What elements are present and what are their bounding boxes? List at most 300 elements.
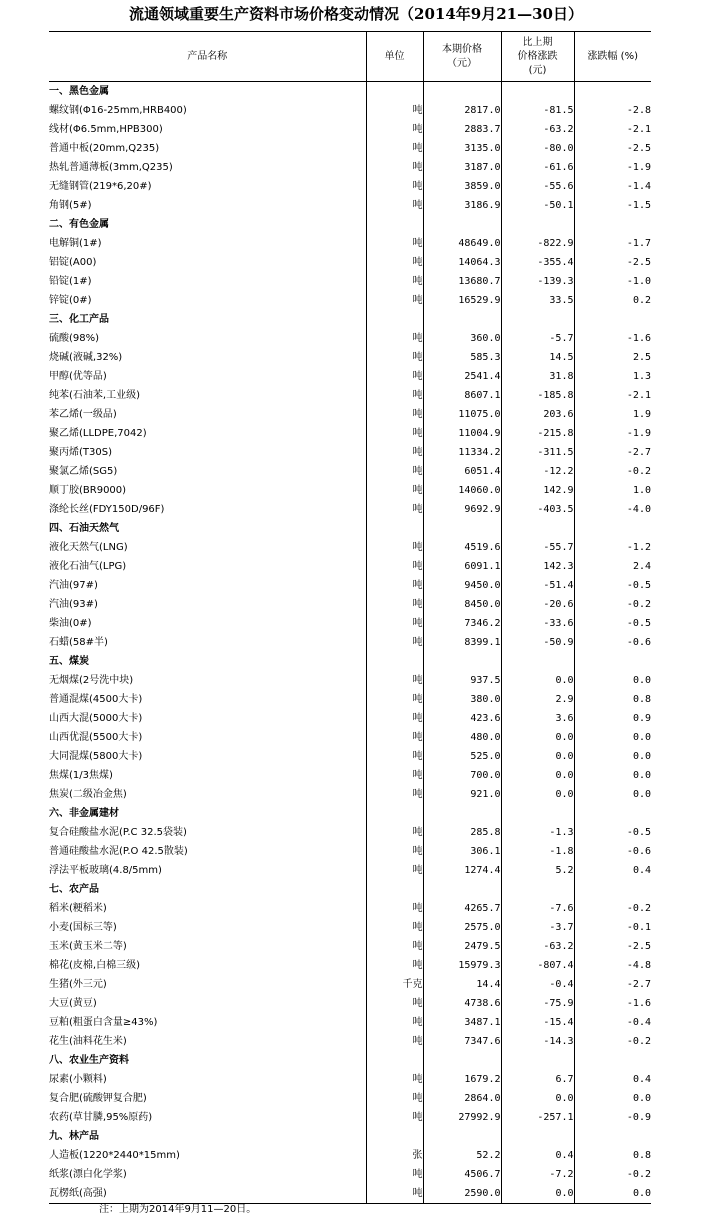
change-cell: -7.2 (501, 1165, 574, 1184)
change-cell: -50.9 (501, 633, 574, 652)
product-name-cell: 汽油(97#) (49, 580, 98, 591)
table-row (49, 1032, 651, 1051)
pct-cell: 1.3 (574, 367, 651, 386)
change-cell: -81.5 (501, 101, 574, 120)
table-row (49, 253, 651, 272)
table-row (49, 709, 651, 728)
category-row (49, 1051, 651, 1070)
pct-cell: -1.6 (574, 329, 651, 348)
price-cell: 2883.7 (423, 120, 501, 139)
pct-cell: -0.4 (574, 1013, 651, 1032)
change-cell: 0.0 (501, 728, 574, 747)
unit-cell: 吨 (366, 728, 423, 747)
pct-cell: -0.5 (574, 614, 651, 633)
pct-cell: 0.9 (574, 709, 651, 728)
change-cell: 142.9 (501, 481, 574, 500)
price-cell: 8450.0 (423, 595, 501, 614)
unit-cell: 吨 (366, 481, 423, 500)
price-cell: 8607.1 (423, 386, 501, 405)
empty-cell (423, 82, 501, 102)
table-row (49, 1108, 651, 1127)
table-row (49, 139, 651, 158)
empty-cell (501, 652, 574, 671)
product-name-cell: 浮法平板玻璃(4.8/5mm) (49, 865, 162, 876)
product-name-cell: 生猪(外三元) (49, 979, 107, 990)
unit-cell: 吨 (366, 1089, 423, 1108)
product-name-cell: 铝锭(A00) (49, 257, 97, 268)
pct-cell: -1.5 (574, 196, 651, 215)
price-cell: 4738.6 (423, 994, 501, 1013)
price-cell: 2575.0 (423, 918, 501, 937)
pct-cell: -0.1 (574, 918, 651, 937)
pct-cell: 1.9 (574, 405, 651, 424)
col-header-pct: 涨跌幅 (%) (574, 32, 651, 82)
change-cell: 33.5 (501, 291, 574, 310)
unit-cell: 吨 (366, 253, 423, 272)
product-name-cell: 柴油(0#) (49, 618, 92, 629)
price-cell: 360.0 (423, 329, 501, 348)
change-cell: 0.0 (501, 785, 574, 804)
price-cell: 2590.0 (423, 1184, 501, 1204)
category-row (49, 880, 651, 899)
pct-cell: -2.1 (574, 120, 651, 139)
change-cell: -51.4 (501, 576, 574, 595)
table-row (49, 1070, 651, 1089)
table-row (49, 785, 651, 804)
change-cell: -33.6 (501, 614, 574, 633)
pct-cell: 0.0 (574, 1089, 651, 1108)
empty-cell (423, 880, 501, 899)
unit-cell: 吨 (366, 1070, 423, 1089)
category-title: 三、化工产品 (49, 314, 109, 325)
unit-cell: 吨 (366, 462, 423, 481)
change-cell: 0.4 (501, 1146, 574, 1165)
table-row (49, 937, 651, 956)
table-row (49, 272, 651, 291)
empty-cell (574, 880, 651, 899)
pct-cell: 0.8 (574, 1146, 651, 1165)
category-title: 四、石油天然气 (49, 523, 119, 534)
table-body (49, 82, 651, 1204)
empty-cell (423, 310, 501, 329)
price-cell: 2864.0 (423, 1089, 501, 1108)
unit-cell: 吨 (366, 595, 423, 614)
table-row (49, 918, 651, 937)
unit-cell: 吨 (366, 424, 423, 443)
pct-cell: -1.0 (574, 272, 651, 291)
change-cell: 6.7 (501, 1070, 574, 1089)
product-name-cell: 液化天然气(LNG) (49, 542, 128, 553)
change-cell: -3.7 (501, 918, 574, 937)
table-row (49, 538, 651, 557)
unit-cell: 吨 (366, 633, 423, 652)
empty-cell (366, 519, 423, 538)
pct-cell: -1.9 (574, 158, 651, 177)
pct-cell: 1.0 (574, 481, 651, 500)
change-cell: 14.5 (501, 348, 574, 367)
product-name-cell: 焦煤(1/3焦煤) (49, 770, 113, 781)
product-name-cell: 普通混煤(4500大卡) (49, 694, 143, 705)
empty-cell (501, 1127, 574, 1146)
change-cell: 2.9 (501, 690, 574, 709)
unit-cell: 吨 (366, 671, 423, 690)
unit-cell: 吨 (366, 956, 423, 975)
report-title: 流通领域重要生产资料市场价格变动情况（2014年9月21—30日） (129, 5, 583, 23)
empty-cell (501, 1051, 574, 1070)
price-cell: 9450.0 (423, 576, 501, 595)
change-cell: -807.4 (501, 956, 574, 975)
pct-cell: -1.9 (574, 424, 651, 443)
product-name-cell: 普通中板(20mm,Q235) (49, 143, 160, 154)
pct-cell: -0.2 (574, 595, 651, 614)
price-cell: 2541.4 (423, 367, 501, 386)
price-cell: 14.4 (423, 975, 501, 994)
table-row (49, 405, 651, 424)
pct-cell: 0.0 (574, 785, 651, 804)
price-cell: 11334.2 (423, 443, 501, 462)
product-name-cell: 汽油(93#) (49, 599, 98, 610)
change-cell: 31.8 (501, 367, 574, 386)
product-name-cell: 大豆(黄豆) (49, 998, 97, 1009)
change-cell: -12.2 (501, 462, 574, 481)
pct-cell: -0.2 (574, 462, 651, 481)
empty-cell (423, 1127, 501, 1146)
price-cell: 1679.2 (423, 1070, 501, 1089)
price-cell: 423.6 (423, 709, 501, 728)
table-row (49, 1089, 651, 1108)
product-name-cell: 顺丁胶(BR9000) (49, 485, 127, 496)
price-cell: 4265.7 (423, 899, 501, 918)
empty-cell (366, 1127, 423, 1146)
pct-cell: 0.4 (574, 1070, 651, 1089)
change-cell: 0.0 (501, 747, 574, 766)
product-name-cell: 聚乙烯(LLDPE,7042) (49, 428, 147, 439)
empty-cell (366, 804, 423, 823)
unit-cell: 吨 (366, 329, 423, 348)
table-row (49, 956, 651, 975)
pct-cell: -2.5 (574, 139, 651, 158)
pct-cell: -0.6 (574, 633, 651, 652)
product-name-cell: 热轧普通薄板(3mm,Q235) (49, 162, 173, 173)
product-name-cell: 聚氯乙烯(SG5) (49, 466, 118, 477)
unit-cell: 吨 (366, 1013, 423, 1032)
change-cell: -185.8 (501, 386, 574, 405)
pct-cell: -2.8 (574, 101, 651, 120)
category-title: 五、煤炭 (49, 656, 89, 667)
unit-cell: 吨 (366, 1165, 423, 1184)
change-cell: -215.8 (501, 424, 574, 443)
unit-cell: 吨 (366, 405, 423, 424)
pct-cell: 0.0 (574, 766, 651, 785)
change-cell: -1.3 (501, 823, 574, 842)
table-row (49, 101, 651, 120)
unit-cell: 吨 (366, 842, 423, 861)
price-cell: 6091.1 (423, 557, 501, 576)
footnote: 注：上期为2014年9月11—20日。 (99, 1204, 257, 1215)
change-cell: -5.7 (501, 329, 574, 348)
unit-cell: 吨 (366, 861, 423, 880)
price-cell: 11075.0 (423, 405, 501, 424)
table-row (49, 196, 651, 215)
unit-cell: 吨 (366, 367, 423, 386)
price-cell: 3135.0 (423, 139, 501, 158)
product-name-cell: 棉花(皮棉,白棉三级) (49, 960, 140, 971)
unit-cell: 吨 (366, 576, 423, 595)
product-name-cell: 角钢(5#) (49, 200, 92, 211)
price-cell: 11004.9 (423, 424, 501, 443)
category-title: 九、林产品 (49, 1131, 99, 1142)
product-name-cell: 玉米(黄玉米二等) (49, 941, 127, 952)
change-cell: -63.2 (501, 937, 574, 956)
product-name-cell: 稻米(粳稻米) (49, 903, 107, 914)
table-row (49, 158, 651, 177)
empty-cell (423, 652, 501, 671)
table-row (49, 462, 651, 481)
table-row (49, 348, 651, 367)
pct-cell: 0.8 (574, 690, 651, 709)
col-header-price: 本期价格 （元） (423, 32, 501, 82)
col-header-name: 产品名称 (49, 32, 366, 82)
change-cell: -403.5 (501, 500, 574, 519)
product-name-cell: 尿素(小颗料) (49, 1074, 107, 1085)
pct-cell: -0.5 (574, 823, 651, 842)
unit-cell: 吨 (366, 918, 423, 937)
product-name-cell: 铅锭(1#) (49, 276, 92, 287)
unit-cell: 吨 (366, 291, 423, 310)
product-name-cell: 线材(Φ6.5mm,HPB300) (49, 124, 163, 135)
pct-cell: -0.2 (574, 1032, 651, 1051)
unit-cell: 吨 (366, 557, 423, 576)
price-cell: 480.0 (423, 728, 501, 747)
pct-cell: -1.7 (574, 234, 651, 253)
table-row (49, 177, 651, 196)
pct-cell: 0.2 (574, 291, 651, 310)
product-name-cell: 聚丙烯(T30S) (49, 447, 112, 458)
category-row (49, 519, 651, 538)
empty-cell (501, 310, 574, 329)
price-cell: 6051.4 (423, 462, 501, 481)
pct-cell: -1.6 (574, 994, 651, 1013)
price-cell: 14060.0 (423, 481, 501, 500)
table-row (49, 861, 651, 880)
price-cell: 3186.9 (423, 196, 501, 215)
change-cell: 0.0 (501, 1184, 574, 1204)
empty-cell (366, 310, 423, 329)
pct-cell: -2.1 (574, 386, 651, 405)
empty-cell (501, 880, 574, 899)
price-cell: 921.0 (423, 785, 501, 804)
unit-cell: 吨 (366, 538, 423, 557)
empty-cell (366, 82, 423, 102)
category-row (49, 82, 651, 102)
unit-cell: 吨 (366, 1032, 423, 1051)
pct-cell: 2.4 (574, 557, 651, 576)
pct-cell: -4.0 (574, 500, 651, 519)
empty-cell (574, 310, 651, 329)
empty-cell (423, 1051, 501, 1070)
category-title: 二、有色金属 (49, 219, 109, 230)
change-cell: -14.3 (501, 1032, 574, 1051)
pct-cell: -1.2 (574, 538, 651, 557)
unit-cell: 吨 (366, 272, 423, 291)
unit-cell: 吨 (366, 139, 423, 158)
price-cell: 700.0 (423, 766, 501, 785)
table-row (49, 424, 651, 443)
pct-cell: 0.0 (574, 1184, 651, 1204)
change-cell: 0.0 (501, 1089, 574, 1108)
pct-cell: -0.2 (574, 1165, 651, 1184)
pct-cell: -2.5 (574, 253, 651, 272)
price-cell: 285.8 (423, 823, 501, 842)
category-row (49, 1127, 651, 1146)
change-cell: -55.7 (501, 538, 574, 557)
pct-cell: -0.2 (574, 899, 651, 918)
empty-cell (366, 1051, 423, 1070)
price-cell: 2817.0 (423, 101, 501, 120)
unit-cell: 吨 (366, 120, 423, 139)
change-cell: -257.1 (501, 1108, 574, 1127)
table-row (49, 899, 651, 918)
unit-cell: 吨 (366, 158, 423, 177)
pct-cell: 0.0 (574, 747, 651, 766)
table-row (49, 823, 651, 842)
unit-cell: 吨 (366, 823, 423, 842)
table-row (49, 576, 651, 595)
product-name-cell: 山西大混(5000大卡) (49, 713, 143, 724)
table-row (49, 329, 651, 348)
price-cell: 4506.7 (423, 1165, 501, 1184)
price-cell: 14064.3 (423, 253, 501, 272)
table-row (49, 994, 651, 1013)
pct-cell: -4.8 (574, 956, 651, 975)
empty-cell (423, 804, 501, 823)
table-row (49, 842, 651, 861)
pct-cell: -2.7 (574, 443, 651, 462)
price-cell: 16529.9 (423, 291, 501, 310)
unit-cell: 千克 (366, 975, 423, 994)
table-row (49, 766, 651, 785)
product-name-cell: 豆粕(粗蛋白含量≥43%) (49, 1017, 158, 1028)
table-row (49, 1184, 651, 1204)
table-row (49, 481, 651, 500)
unit-cell: 吨 (366, 899, 423, 918)
category-title: 七、农产品 (49, 884, 99, 895)
category-title: 八、农业生产资料 (49, 1055, 129, 1066)
unit-cell: 吨 (366, 196, 423, 215)
product-name-cell: 锌锭(0#) (49, 295, 92, 306)
table-row (49, 557, 651, 576)
change-cell: 3.6 (501, 709, 574, 728)
empty-cell (574, 215, 651, 234)
unit-cell: 张 (366, 1146, 423, 1165)
change-cell: 142.3 (501, 557, 574, 576)
unit-cell: 吨 (366, 766, 423, 785)
product-name-cell: 山西优混(5500大卡) (49, 732, 143, 743)
empty-cell (501, 519, 574, 538)
product-name-cell: 花生(油料花生米) (49, 1036, 127, 1047)
pct-cell: -2.7 (574, 975, 651, 994)
table-row (49, 291, 651, 310)
change-cell: -63.2 (501, 120, 574, 139)
empty-cell (366, 652, 423, 671)
table-row (49, 975, 651, 994)
price-cell: 9692.9 (423, 500, 501, 519)
table-row (49, 443, 651, 462)
unit-cell: 吨 (366, 101, 423, 120)
change-cell: -7.6 (501, 899, 574, 918)
table-row (49, 690, 651, 709)
change-cell: -61.6 (501, 158, 574, 177)
table-row (49, 234, 651, 253)
table-row (49, 595, 651, 614)
price-table (49, 31, 651, 1204)
price-cell: 3859.0 (423, 177, 501, 196)
price-cell: 48649.0 (423, 234, 501, 253)
pct-cell: 0.0 (574, 728, 651, 747)
price-cell: 3487.1 (423, 1013, 501, 1032)
price-cell: 1274.4 (423, 861, 501, 880)
unit-cell: 吨 (366, 443, 423, 462)
empty-cell (423, 519, 501, 538)
price-cell: 4519.6 (423, 538, 501, 557)
price-cell: 937.5 (423, 671, 501, 690)
change-cell: 5.2 (501, 861, 574, 880)
pct-cell: 2.5 (574, 348, 651, 367)
product-name-cell: 无烟煤(2号洗中块) (49, 675, 134, 686)
change-cell: -822.9 (501, 234, 574, 253)
table-row (49, 1146, 651, 1165)
unit-cell: 吨 (366, 234, 423, 253)
empty-cell (574, 82, 651, 102)
pct-cell: 0.4 (574, 861, 651, 880)
empty-cell (423, 215, 501, 234)
change-cell: 0.0 (501, 671, 574, 690)
category-title: 一、黑色金属 (49, 86, 109, 97)
change-cell: -0.4 (501, 975, 574, 994)
category-row (49, 310, 651, 329)
change-cell: -355.4 (501, 253, 574, 272)
change-cell: 203.6 (501, 405, 574, 424)
product-name-cell: 普通硅酸盐水泥(P.O 42.5散装) (49, 846, 188, 857)
unit-cell: 吨 (366, 177, 423, 196)
product-name-cell: 复合硅酸盐水泥(P.C 32.5袋装) (49, 827, 187, 838)
unit-cell: 吨 (366, 1184, 423, 1204)
table-row (49, 1013, 651, 1032)
product-name-cell: 焦炭(二级冶金焦) (49, 789, 127, 800)
unit-cell: 吨 (366, 500, 423, 519)
change-cell: -311.5 (501, 443, 574, 462)
change-cell: -15.4 (501, 1013, 574, 1032)
change-cell: -80.0 (501, 139, 574, 158)
empty-cell (366, 215, 423, 234)
price-cell: 52.2 (423, 1146, 501, 1165)
table-row (49, 1165, 651, 1184)
col-header-change: 比上期 价格涨跌 (元) (501, 32, 574, 82)
product-name-cell: 硫酸(98%) (49, 333, 100, 344)
price-cell: 525.0 (423, 747, 501, 766)
table-row (49, 747, 651, 766)
product-name-cell: 烧碱(液碱,32%) (49, 352, 123, 363)
unit-cell: 吨 (366, 690, 423, 709)
col-header-unit: 单位 (366, 32, 423, 82)
price-cell: 7346.2 (423, 614, 501, 633)
pct-cell: -1.4 (574, 177, 651, 196)
unit-cell: 吨 (366, 348, 423, 367)
product-name-cell: 石蜡(58#半) (49, 637, 108, 648)
table-row (49, 367, 651, 386)
empty-cell (574, 1051, 651, 1070)
product-name-cell: 人造板(1220*2440*15mm) (49, 1150, 180, 1161)
